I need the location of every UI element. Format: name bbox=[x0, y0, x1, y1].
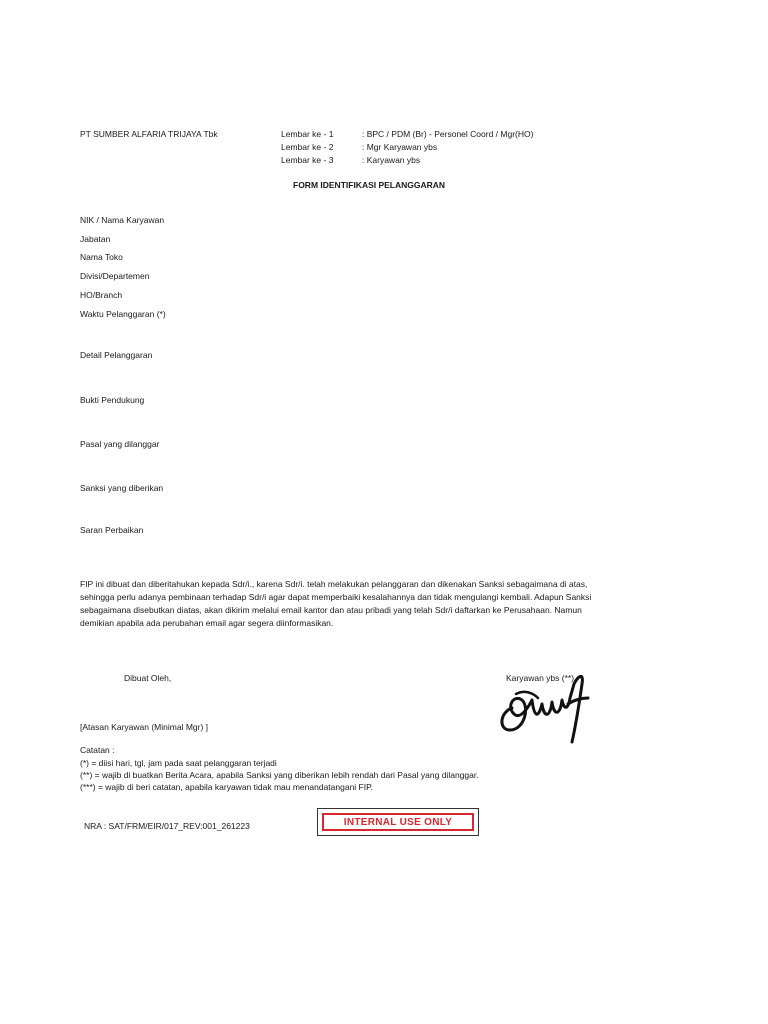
field-detail: Detail Pelanggaran bbox=[80, 350, 153, 360]
statement-line: FIP ini dibuat dan diberitahukan kepada Sdr/i., karena Sdr/i. telah melakukan pelanggaran dan dikenakan Sanksi sebagaimana di atas, bbox=[80, 579, 588, 589]
employee-label: Karyawan ybs (**) bbox=[506, 673, 575, 683]
notes-title: Catatan : bbox=[80, 745, 115, 755]
field-waktu: Waktu Pelanggaran (*) bbox=[80, 309, 166, 319]
copy-1-label: Lembar ke - 1 bbox=[281, 129, 334, 139]
form-title: FORM IDENTIFIKASI PELANGGARAN bbox=[293, 180, 446, 190]
field-sanksi: Sanksi yang diberikan bbox=[80, 483, 164, 493]
field-nama-toko: Nama Toko bbox=[80, 252, 123, 262]
internal-use-stamp bbox=[317, 808, 479, 836]
handwritten-signature bbox=[498, 664, 590, 746]
field-divisi: Divisi/Departemen bbox=[80, 271, 150, 281]
field-jabatan: Jabatan bbox=[80, 234, 111, 244]
company-name: PT SUMBER ALFARIA TRIJAYA Tbk bbox=[80, 129, 218, 139]
field-saran: Saran Perbaikan bbox=[80, 525, 144, 535]
field-pasal: Pasal yang dilanggar bbox=[80, 439, 160, 449]
statement-line: demikian apabila ada perubahan email agar segera diinformasikan. bbox=[80, 618, 334, 628]
statement-line: sebagaimana disebutkan diatas, akan dikirim melalui email kantor dan atau pribadi yang telah Sdr/i daftarkan ke Perusahaan. Namun bbox=[80, 605, 582, 615]
copy-3-value: : Karyawan ybs bbox=[362, 155, 421, 165]
field-bukti: Bukti Pendukung bbox=[80, 395, 145, 405]
note-item: (**) = wajib di buatkan Berita Acara, apabila Sanksi yang diberikan lebih rendah dari Pasal yang dilanggar. bbox=[80, 770, 479, 780]
copy-2-label: Lembar ke - 2 bbox=[281, 142, 334, 152]
copy-1-value: : BPC / PDM (Br) - Personel Coord / Mgr(HO) bbox=[362, 129, 534, 139]
made-by-label: Dibuat Oleh, bbox=[124, 673, 172, 683]
stamp-label: INTERNAL USE ONLY bbox=[322, 813, 474, 831]
nra-code: NRA : SAT/FRM/EIR/017_REV:001_261223 bbox=[84, 821, 250, 831]
copy-3-label: Lembar ke - 3 bbox=[281, 155, 334, 165]
supervisor-label: [Atasan Karyawan (Minimal Mgr) ] bbox=[80, 722, 209, 732]
note-item: (*) = diisi hari, tgl, jam pada saat pelanggaran terjadi bbox=[80, 758, 277, 768]
statement-paragraph bbox=[80, 578, 650, 630]
field-nik-nama: NIK / Nama Karyawan bbox=[80, 215, 165, 225]
copy-2-value: : Mgr Karyawan ybs bbox=[362, 142, 438, 152]
note-item: (***) = wajib di beri catatan, apabila karyawan tidak mau menandatangani FIP. bbox=[80, 782, 374, 792]
statement-line: sehingga perlu adanya pembinaan terhadap Sdr/i agar dapat memperbaiki kesalahannya dan tidak mengulangi kembali. Adapun Sanksi bbox=[80, 592, 592, 602]
field-ho-branch: HO/Branch bbox=[80, 290, 123, 300]
